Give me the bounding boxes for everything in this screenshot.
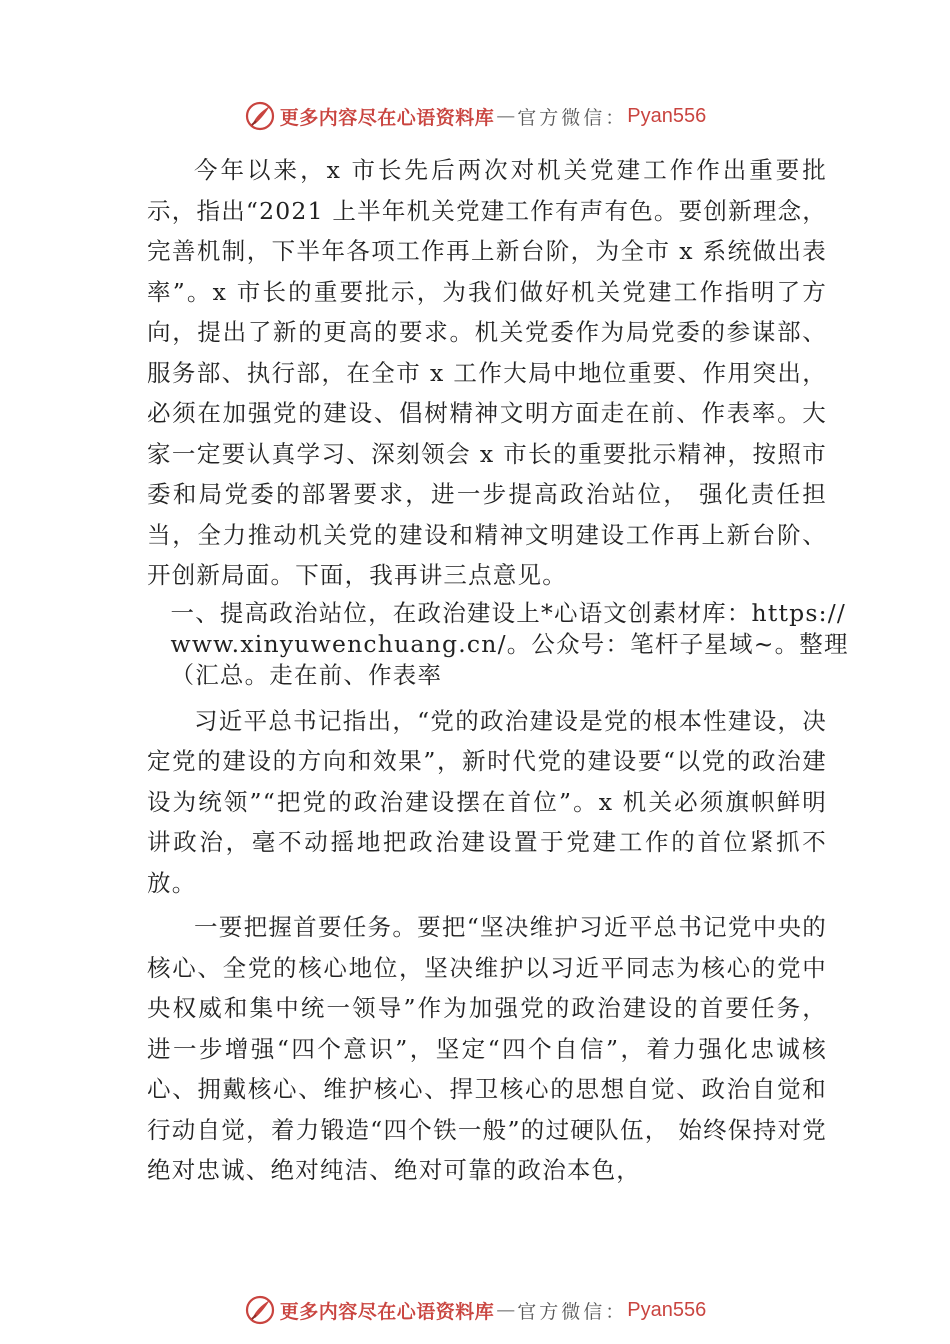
footer-banner bbox=[0, 1290, 950, 1330]
banner-handle: Pyan556 bbox=[627, 1298, 707, 1321]
banner-brand: 更多内容尽在心语资料库 bbox=[279, 106, 495, 129]
section-heading-1: 一、提高政治站位，在政治建设上*心语文创素材库：https://www.xinyuwenchuang.cn/。公众号：笔杆子星域~。整理（汇总。走在前、作表率 bbox=[170, 598, 849, 689]
paragraph-intro: 今年以来，x 市长先后两次对机关党建工作作出重要批示，指出“2021 上半年机关党建工作有声有色。要创新理念，完善机制，下半年各项工作再上新台阶，为全市 x 系统做出表率”。x 市长的重要批示，为我们做好机关党建工作指明了方向，提出了新的更高的要求。机关党委作为局党委的参谋部、服务部、执行部，在全市 x 工作大局中地位重要、作用突出，必须在加强党的建设、倡树精神文明方面走在前、作表率。大家一定要认真学习、深刻领会 x 市长的重要批示精神，按照市委和局党委的部署要求，进一步提高政治站位， 强化责任担当，全力推动机关党的建设和精神文明建设工作再上新台阶、开创新局面。下面，我再讲三点意见。 bbox=[147, 156, 827, 589]
paragraph-political-building: 习近平总书记指出，“党的政治建设是党的根本性建设，决定党的建设的方向和效果”，新时代党的建设要“以党的政治建设为统领”“把党的政治建设摆在首位”。x 机关必须旗帜鲜明讲政治，毫不动摇地把政治建设置于党建工作的首位紧抓不放。 bbox=[147, 706, 827, 897]
banner-separator: — bbox=[496, 1299, 516, 1321]
quill-pen-logo-icon bbox=[244, 100, 276, 132]
quill-pen-logo-icon bbox=[244, 1294, 276, 1326]
banner-label: 官方微信： bbox=[517, 1300, 628, 1323]
document-body bbox=[147, 150, 849, 1191]
header-banner bbox=[0, 96, 950, 136]
banner-separator: — bbox=[496, 105, 516, 127]
banner-brand: 更多内容尽在心语资料库 bbox=[279, 1300, 495, 1323]
banner-label: 官方微信： bbox=[517, 106, 628, 129]
paragraph-primary-task: 一要把握首要任务。要把“坚决维护习近平总书记党中央的核心、全党的核心地位，坚决维护以习近平同志为核心的党中央权威和集中统一领导”作为加强党的政治建设的首要任务，进一步增强“四个意识”，坚定“四个自信”，着力强化忠诚核心、拥戴核心、维护核心、捍卫核心的思想自觉、政治自觉和行动自觉，着力锻造“四个铁一般”的过硬队伍， 始终保持对党绝对忠诚、绝对纯洁、绝对可靠的政治本色， bbox=[147, 913, 828, 1184]
banner-handle: Pyan556 bbox=[627, 104, 707, 127]
